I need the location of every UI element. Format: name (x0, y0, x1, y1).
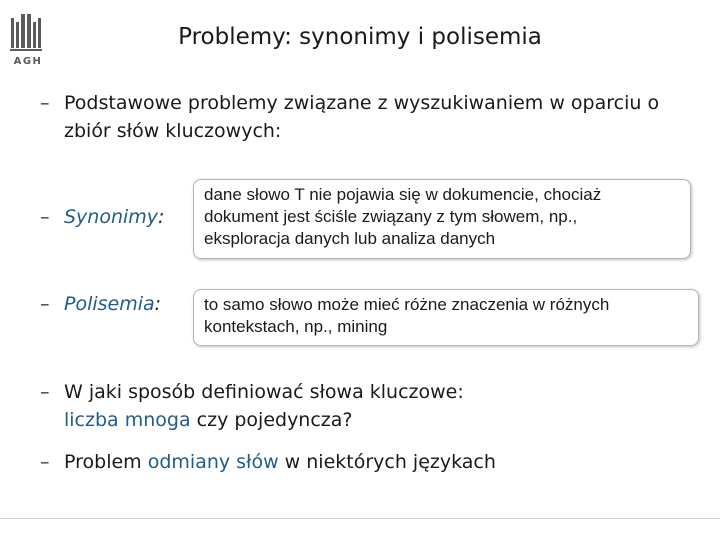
bullet-dash: – (40, 381, 50, 403)
callout-line: kontekstach, np., mining (204, 317, 388, 336)
footer-divider (0, 518, 720, 519)
synonimy-label: Synonimy (64, 206, 159, 228)
polisemia-label: Polisemia (64, 293, 155, 315)
callout-line: eksploracja danych lub analiza danych (204, 229, 496, 248)
callout-polisemia (193, 289, 699, 346)
logo-text: AGH (13, 56, 43, 67)
callout-synonimy (193, 179, 691, 259)
bullet-dash: – (40, 293, 50, 315)
bullet-text (64, 448, 496, 476)
callout-line: dane słowo T nie pojawia się w dokumencie, chociaż (204, 185, 602, 204)
agh-logo (8, 12, 48, 70)
bullet-text-post: w niektórych językach (278, 451, 496, 473)
bullet-dash: – (40, 451, 50, 473)
callout-line: to samo słowo może mieć różne znaczenia w różnych (204, 295, 610, 314)
bullet-text-line2 (64, 406, 353, 434)
agh-emblem-icon (8, 12, 48, 54)
bullet-text-rest: czy pojedyncza? (190, 409, 353, 431)
plural-singular-accent: liczba mnoga (64, 409, 191, 431)
bullet-dash: – (40, 92, 50, 114)
label-colon: : (158, 206, 165, 228)
bullet-label (64, 290, 161, 318)
inflection-accent: odmiany słów (147, 451, 279, 473)
bullet-label (64, 203, 164, 231)
label-colon: : (154, 293, 162, 315)
slide-title: Problemy: synonimy i polisemia (178, 24, 542, 50)
bullet-text-line1: W jaki sposób definiować słowa kluczowe: (64, 381, 464, 403)
bullet-text-pre: Problem (64, 451, 148, 473)
bullet-dash: – (40, 206, 50, 228)
bullet-text-line2: zbiór słów kluczowych: (64, 120, 282, 142)
bullet-text-line1: Podstawowe problemy związane z wyszukiwaniem w oparciu o (64, 92, 660, 114)
callout-line: dokument jest ściśle związany z tym słowem, np., (204, 207, 578, 226)
